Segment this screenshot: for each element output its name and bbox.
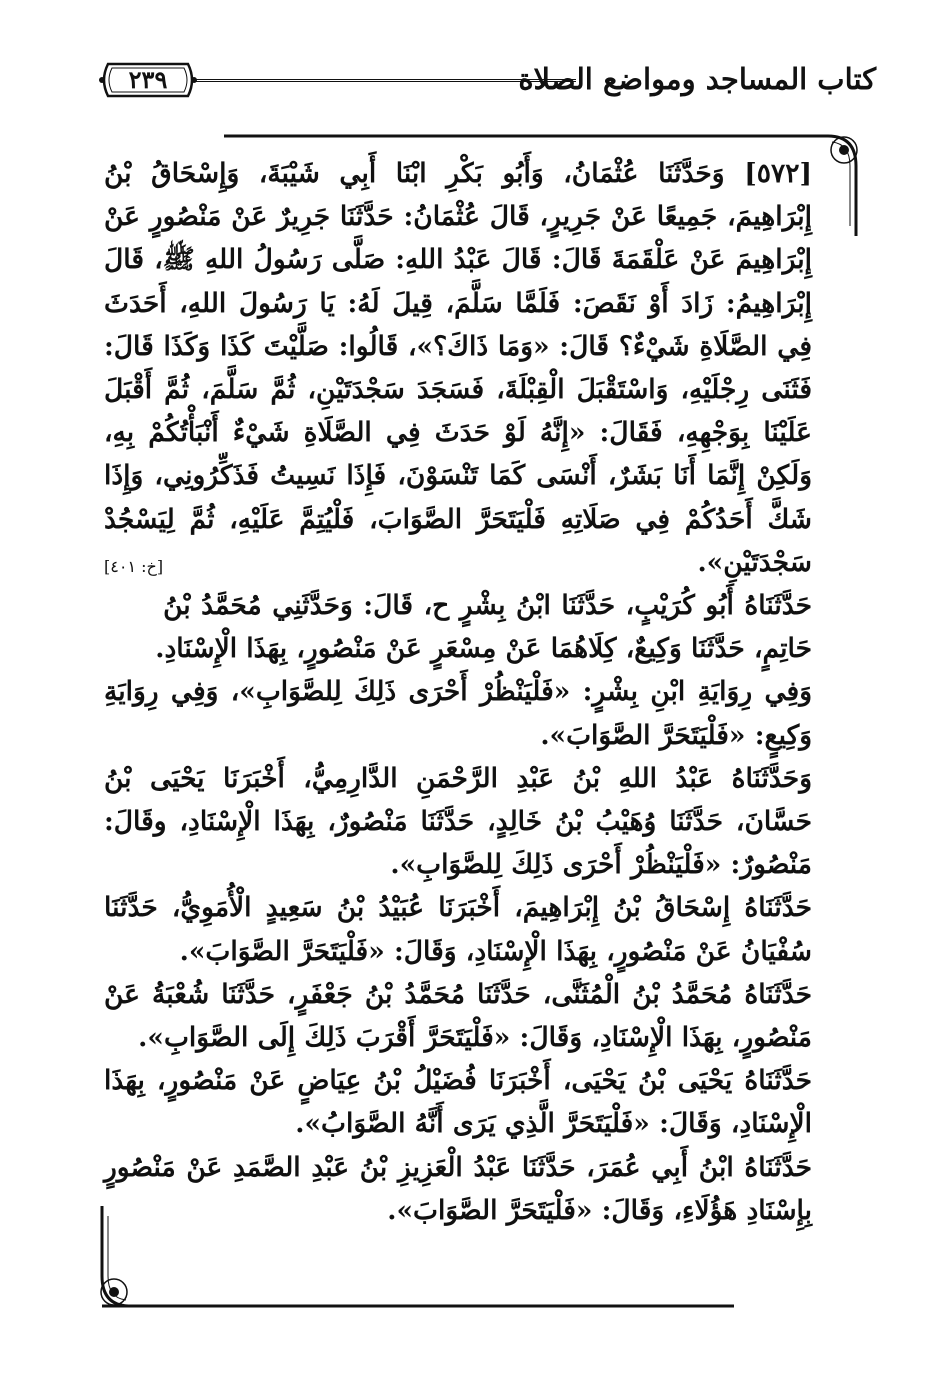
paragraph: حَدَّثَنَاهُ ابْنُ أَبِي عُمَرَ، حَدَّثَنَا عَبْدُ الْعَزِيزِ بْنُ عَبْدِ الصَّمَدِ عَنْ مَنْصُورٍ بِإِسْنَادِ هَؤُلَاءِ، وَقَالَ: «فَلْيَتَحَرَّ الصَّوَابَ».	[104, 1151, 812, 1226]
paragraph: وَحَدَّثَنَاهُ عَبْدُ اللهِ بْنُ عَبْدِ الرَّحْمَنِ الدَّارِمِيُّ، أَخْبَرَنَا يَحْيَى بْنُ حَسَّانَ، حَدَّثَنَا وُهَيْبُ بْنُ خَالِدٍ، حَدَّثَنَا مَنْصُورٌ، بِهَذَا الْإِسْنَادِ، وقَالَ: مَنْصُورٌ: «فَلْيَنْظُرْ أَحْرَى ذَلِكَ لِلصَّوَابِ».	[104, 762, 812, 881]
page-number-ornament	[96, 58, 200, 102]
paragraph: حَدَّثَنَاهُ إِسْحَاقُ بْنُ إِبْرَاهِيمَ، أَخْبَرَنَا عُبَيْدُ بْنُ سَعِيدٍ الْأُمَوِيُّ، حَدَّثَنَا سُفْيَانُ عَنْ مَنْصُورٍ، بِهَذَا الْإِسْنَادِ، وَقَالَ: «فَلْيَتَحَرَّ الصَّوَابَ».	[104, 892, 812, 967]
book-title: كتاب المساجد ومواضع الصلاة	[518, 62, 876, 96]
paragraph: حَدَّثَنَاهُ مُحَمَّدُ بْنُ الْمُثَنَّى، حَدَّثَنَا مُحَمَّدُ بْنُ جَعْفَرٍ، حَدَّثَنَا شُعْبَةُ عَنْ مَنْصُورٍ، بِهَذَا الْإِسْنَادِ، وَقَالَ: «فَلْيَتَحَرَّ أَقْرَبَ ذَلِكَ إِلَى الصَّوَابِ».	[104, 978, 812, 1054]
paragraph: حَدَّثَنَاهُ أَبُو كُرَيْبٍ، حَدَّثَنَا ابْنُ بِشْرٍ ح، قَالَ: وَحَدَّثَنِي مُحَمَّدُ بْنُ حَاتِمٍ، حَدَّثَنَا وَكِيعٌ، كِلَاهُمَا عَنْ مِسْعَرٍ عَنْ مَنْصُورٍ، بِهَذَا الْإِسْنَادِ.	[155, 590, 812, 665]
paragraph: وَفِي رِوَايَةِ ابْنِ بِشْرٍ: «فَلْيَنْظُرْ أَحْرَى ذَلِكَ لِلصَّوَابِ»، وَفِي رِوَايَةِ وَكِيعٍ: «فَلْيَتَحَرَّ الصَّوَابَ».	[104, 676, 812, 751]
paragraph: [٥٧٢] وَحَدَّثَنَا عُثْمَانُ، وَأَبُو بَكْرِ ابْنَا أَبِي شَيْبَةَ، وَإِسْحَاقُ بْنُ إِبْرَاهِيمَ، جَمِيعًا عَنْ جَرِيرٍ، قَالَ عُثْمَانُ: حَدَّثَنَا جَرِيرٌ عَنْ مَنْصُورٍ عَنْ إِبْرَاهِيمَ عَنْ عَلْقَمَةَ قَالَ: قَالَ عَبْدُ اللهِ: صَلَّى رَسُولُ اللهِ ﷺ، قَالَ إِبْرَاهِيمُ: زَادَ أَوْ نَقَصَ: فَلَمَّا سَلَّمَ، قِيلَ لَهُ: يَا رَسُولَ اللهِ، أَحَدَثَ فِي الصَّلَاةِ شَيْءٌ؟ قَالَ: «وَمَا ذَاكَ؟»، قَالُوا: صَلَّيْتَ كَذَا وَكَذَا قَالَ: فَثَنَى رِجْلَيْهِ، وَاسْتَقْبَلَ الْقِبْلَةَ، فَسَجَدَ سَجْدَتَيْنِ، ثُمَّ سَلَّمَ، ثُمَّ أَقْبَلَ عَلَيْنَا بِوَجْهِهِ، فَقَالَ: «إِنَّهُ لَوْ حَدَثَ فِي الصَّلَاةِ شَيْءٌ أَنْبَأْتُكُمْ بِهِ، وَلَكِنْ إِنَّمَا أَنَا بَشَرٌ، أَنْسَى كَمَا تَنْسَوْنَ، فَإِذَا نَسِيتُ فَذَكِّرُونِي، وَإِذَا شَكَّ أَحَدُكُمْ فِي صَلَاتِهِ فَلْيَتَحَرَّ الصَّوَابَ، فَلْيُتِمَّ عَلَيْهِ، ثُمَّ لِيَسْجُدْ سَجْدَتَيْنِ». [خ: ٤٠١]	[104, 152, 812, 584]
paragraph: حَدَّثَنَاهُ يَحْيَى بْنُ يَحْيَى، أَخْبَرَنَا فُضَيْلُ بْنُ عِيَاضٍ عَنْ مَنْصُورٍ، بِهَذَا الْإِسْنَادِ، وَقَالَ: «فَلْيَتَحَرَّ الَّذِي يَرَى أَنَّهُ الصَّوَابُ».	[104, 1065, 812, 1140]
hadith-text	[104, 152, 812, 1232]
cross-reference: [خ: ٤٠١]	[104, 556, 164, 576]
header-rule	[196, 79, 576, 82]
page-header	[96, 58, 876, 104]
page-number: ٢٣٩	[128, 65, 168, 94]
